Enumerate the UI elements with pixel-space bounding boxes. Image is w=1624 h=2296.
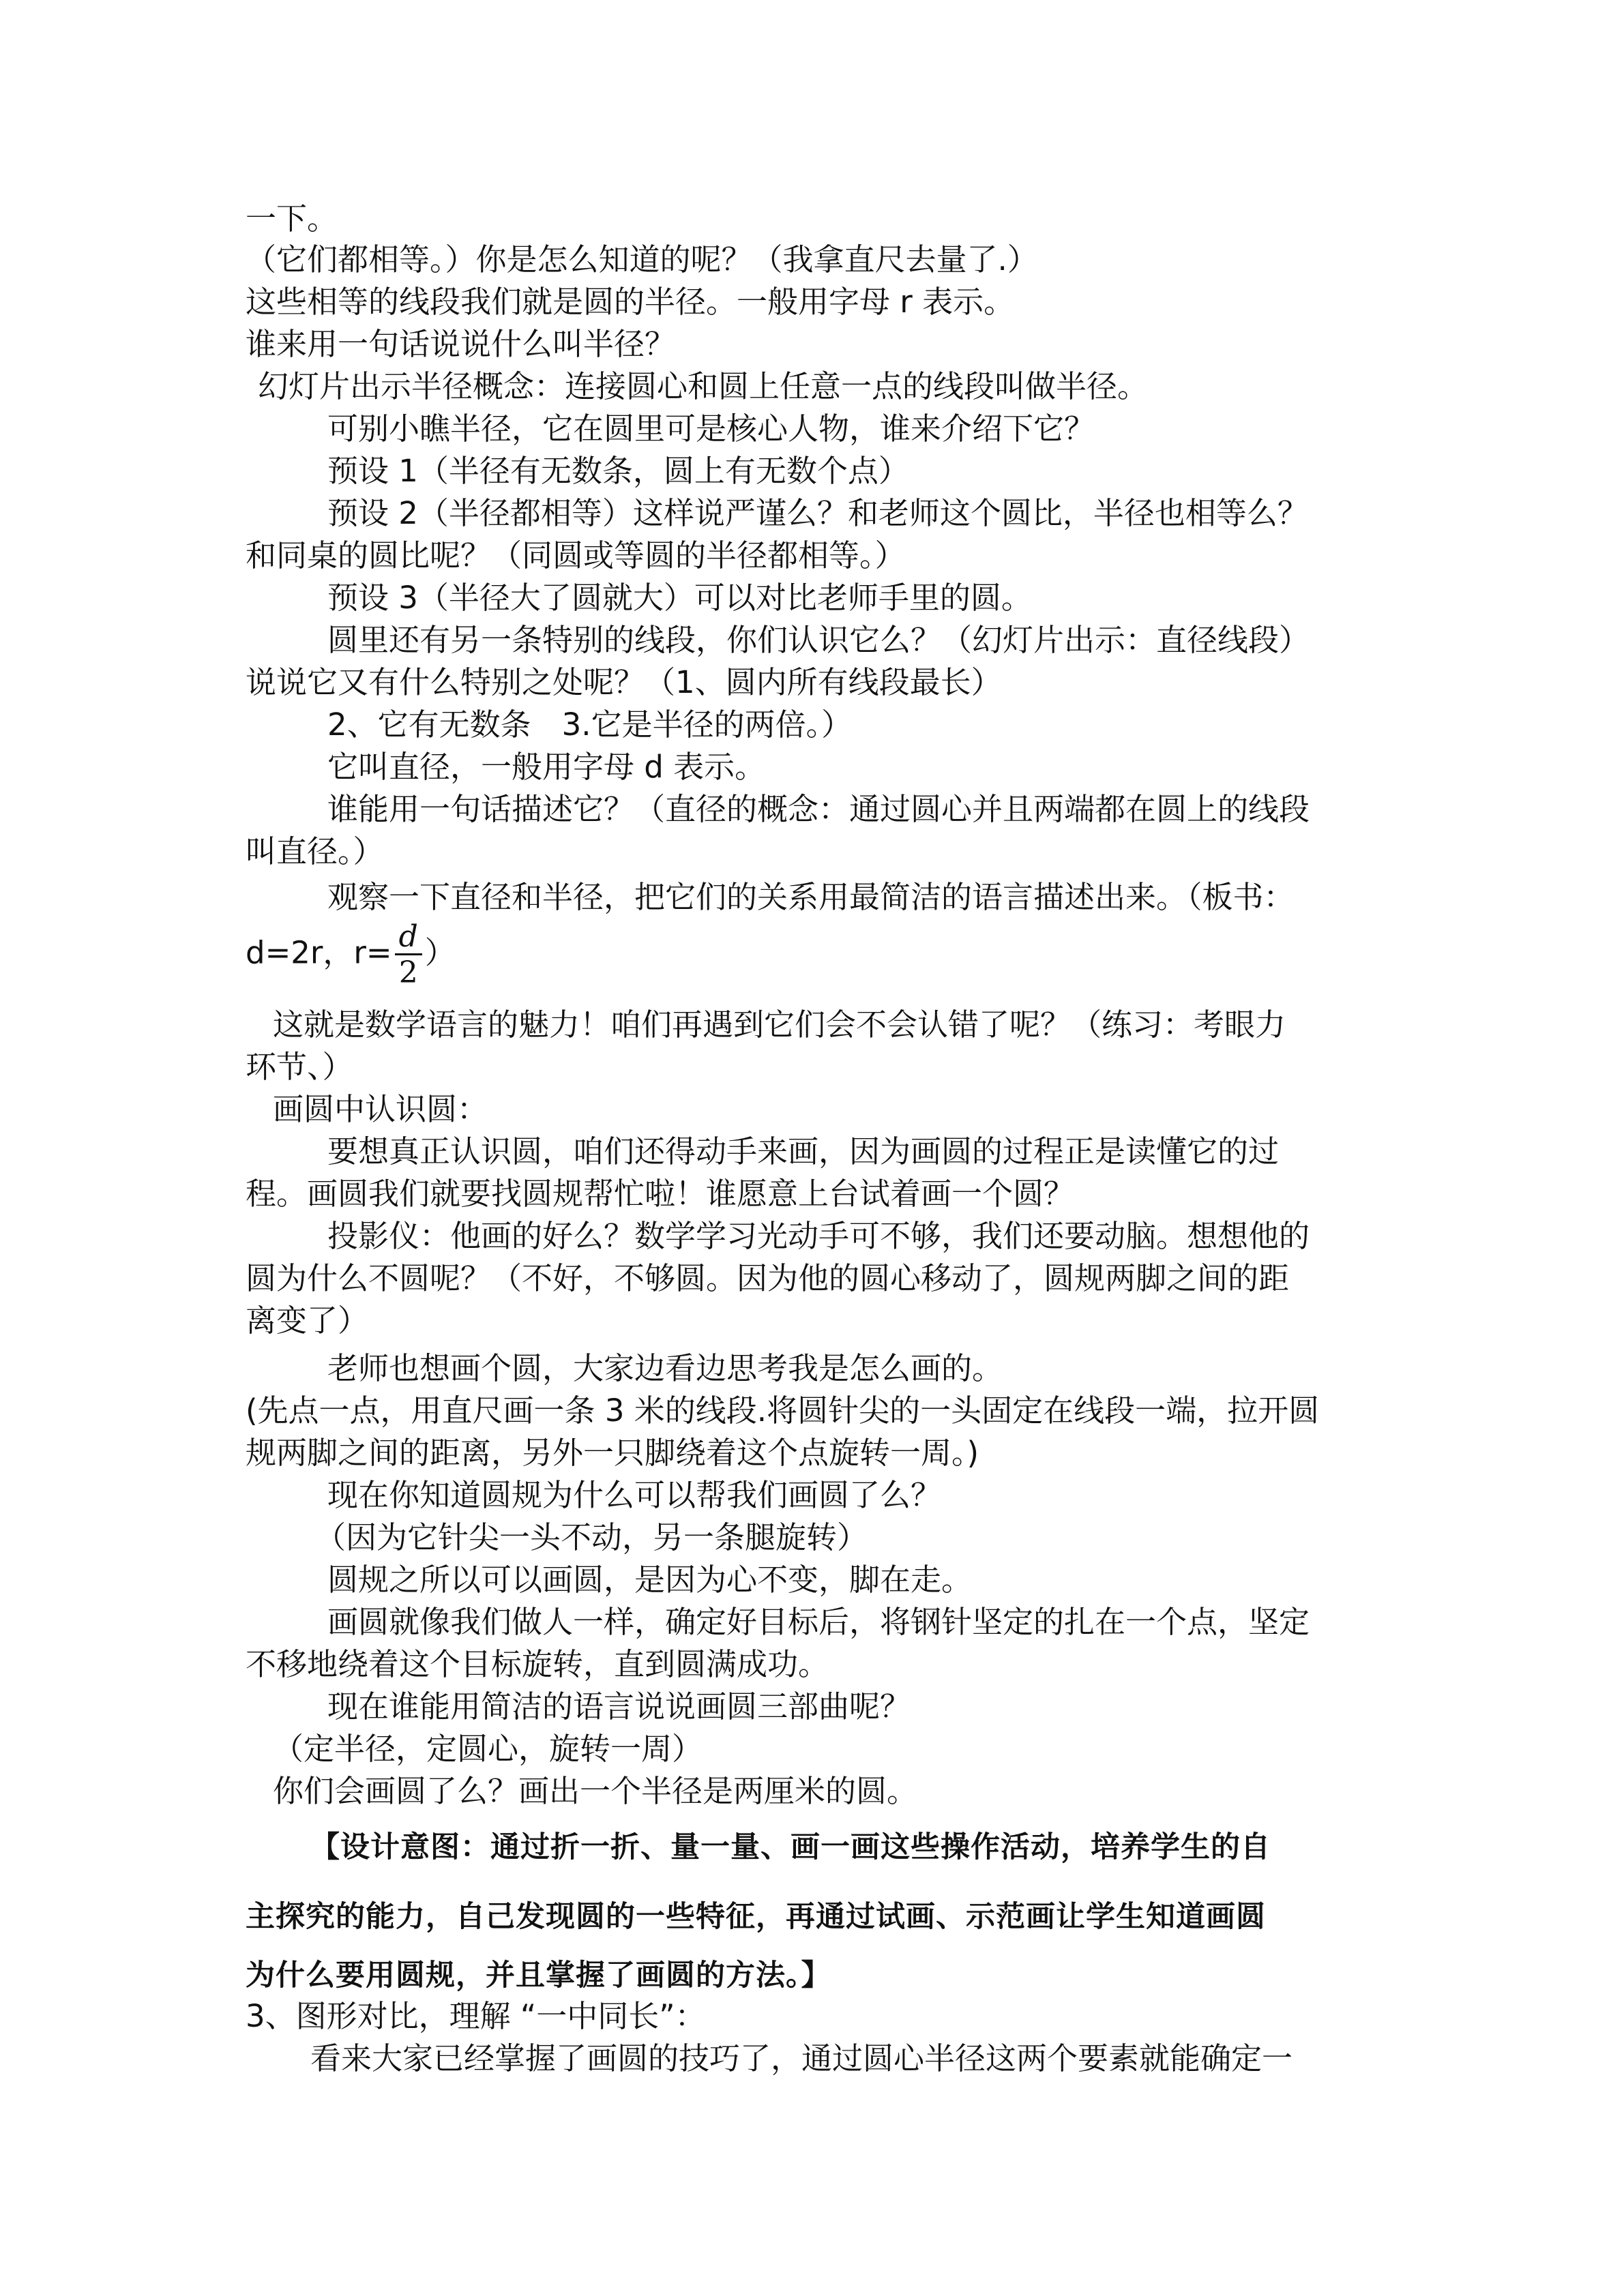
section-heading: 3、图形对比，理解 “一中同长”： [246,1998,706,2034]
text-line: 老师也想画个圆，大家边看边思考我是怎么画的。 [327,1350,1003,1386]
text-line: 谁能用一句话描述它？（直径的概念：通过圆心并且两端都在圆上的线段 [327,791,1310,827]
text-line: 谁来用一句话说说什么叫半径？ [246,326,676,362]
text-line: 幻灯片出示半径概念：连接圆心和圆上任意一点的线段叫做半径。 [258,368,1149,404]
text-line: （它们都相等。）你是怎么知道的呢？（我拿直尺去量了.） [246,241,1038,278]
text-line: （定半径，定圆心，旋转一周） [273,1731,703,1767]
text-line: 投影仪：他画的好么？数学学习光动手可不够，我们还要动脑。想想他的 [327,1218,1310,1254]
text-line: 预设 1（半径有无数条，圆上有无数个点） [327,453,909,489]
text-line: 不移地绕着这个目标旋转，直到圆满成功。 [246,1646,829,1682]
formula-lead: d=2r，r= [246,934,392,971]
text-line: 这些相等的线段我们就是圆的半径。一般用字母 r 表示。 [246,284,1015,320]
fraction-numerator: d [395,922,422,955]
text-line: 说说它又有什么特别之处呢？（1、圆内所有线段最长） [246,664,1002,700]
text-line: 和同桌的圆比呢？（同圆或等圆的半径都相等。） [246,537,906,573]
text-line: (先点一点，用直尺画一条 3 米的线段.将圆针尖的一头固定在线段一端，拉开圆 [246,1392,1320,1429]
text-line: 叫直径。） [246,833,384,869]
formula-tail: ） [424,934,456,971]
design-intent-line: 主探究的能力，自己发现圆的一些特征，再通过试画、示范画让学生知道画圆 [246,1900,1266,1934]
text-line: （因为它针尖一头不动，另一条腿旋转） [315,1519,868,1555]
text-line: 规两脚之间的距离，另外一只脚绕着这个点旋转一周。) [246,1435,979,1471]
text-line: 现在你知道圆规为什么可以帮我们画圆了么？ [327,1477,942,1513]
text-line: 可别小瞧半径，它在圆里可是核心人物，谁来介绍下它？ [327,411,1095,447]
text-line: 2、它有无数条 3.它是半径的两倍。） [327,706,853,743]
text-line: 环节、） [246,1049,353,1085]
text-line: 预设 3（半径大了圆就大）可以对比老师手里的圆。 [327,580,1032,616]
text-line: 预设 2（半径都相等）这样说严谨么？和老师这个圆比，半径也相等么？ [327,495,1308,531]
text-line: 现在谁能用简洁的语言说说画圆三部曲呢？ [327,1688,911,1725]
text-line: 观察一下直径和半径，把它们的关系用最简洁的语言描述出来。（板书： [327,879,1295,915]
text-line: 离变了） [246,1302,369,1339]
fraction-denominator: 2 [398,955,418,990]
text-line: 圆里还有另一条特别的线段，你们认识它么？（幻灯片出示：直径线段） [327,622,1310,658]
text-line: 看来大家已经掌握了画圆的技巧了，通过圆心半径这两个要素就能确定一 [310,2040,1293,2076]
text-line: 程。画圆我们就要找圆规帮忙啦！谁愿意上台试着画一个圆？ [246,1176,1075,1212]
text-line: 圆为什么不圆呢？（不好，不够圆。因为他的圆心移动了，圆规两脚之间的距 [246,1260,1290,1296]
text-line: 画圆中认识圆： [273,1091,488,1127]
design-intent-line: 【设计意图：通过折一折、量一量、画一画这些操作活动，培养学生的自 [310,1830,1271,1864]
text-line: 一下。 [246,200,338,237]
text-line: 它叫直径，一般用字母 d 表示。 [327,749,766,785]
text-line: 你们会画圆了么？画出一个半径是两厘米的圆。 [273,1773,918,1809]
text-line: 圆规之所以可以画圆，是因为心不变，脚在走。 [327,1562,973,1598]
text-line: 画圆就像我们做人一样，确定好目标后，将钢针坚定的扎在一个点，坚定 [327,1604,1310,1640]
text-line: 要想真正认识圆，咱们还得动手来画，因为画圆的过程正是读懂它的过 [327,1133,1280,1169]
design-intent-line: 为什么要用圆规，并且掌握了画圆的方法。】 [246,1958,831,1993]
fraction [395,919,422,990]
formula-line [246,919,456,990]
text-line: 这就是数学语言的魅力！咱们再遇到它们会不会认错了呢？（练习：考眼力 [273,1007,1286,1043]
